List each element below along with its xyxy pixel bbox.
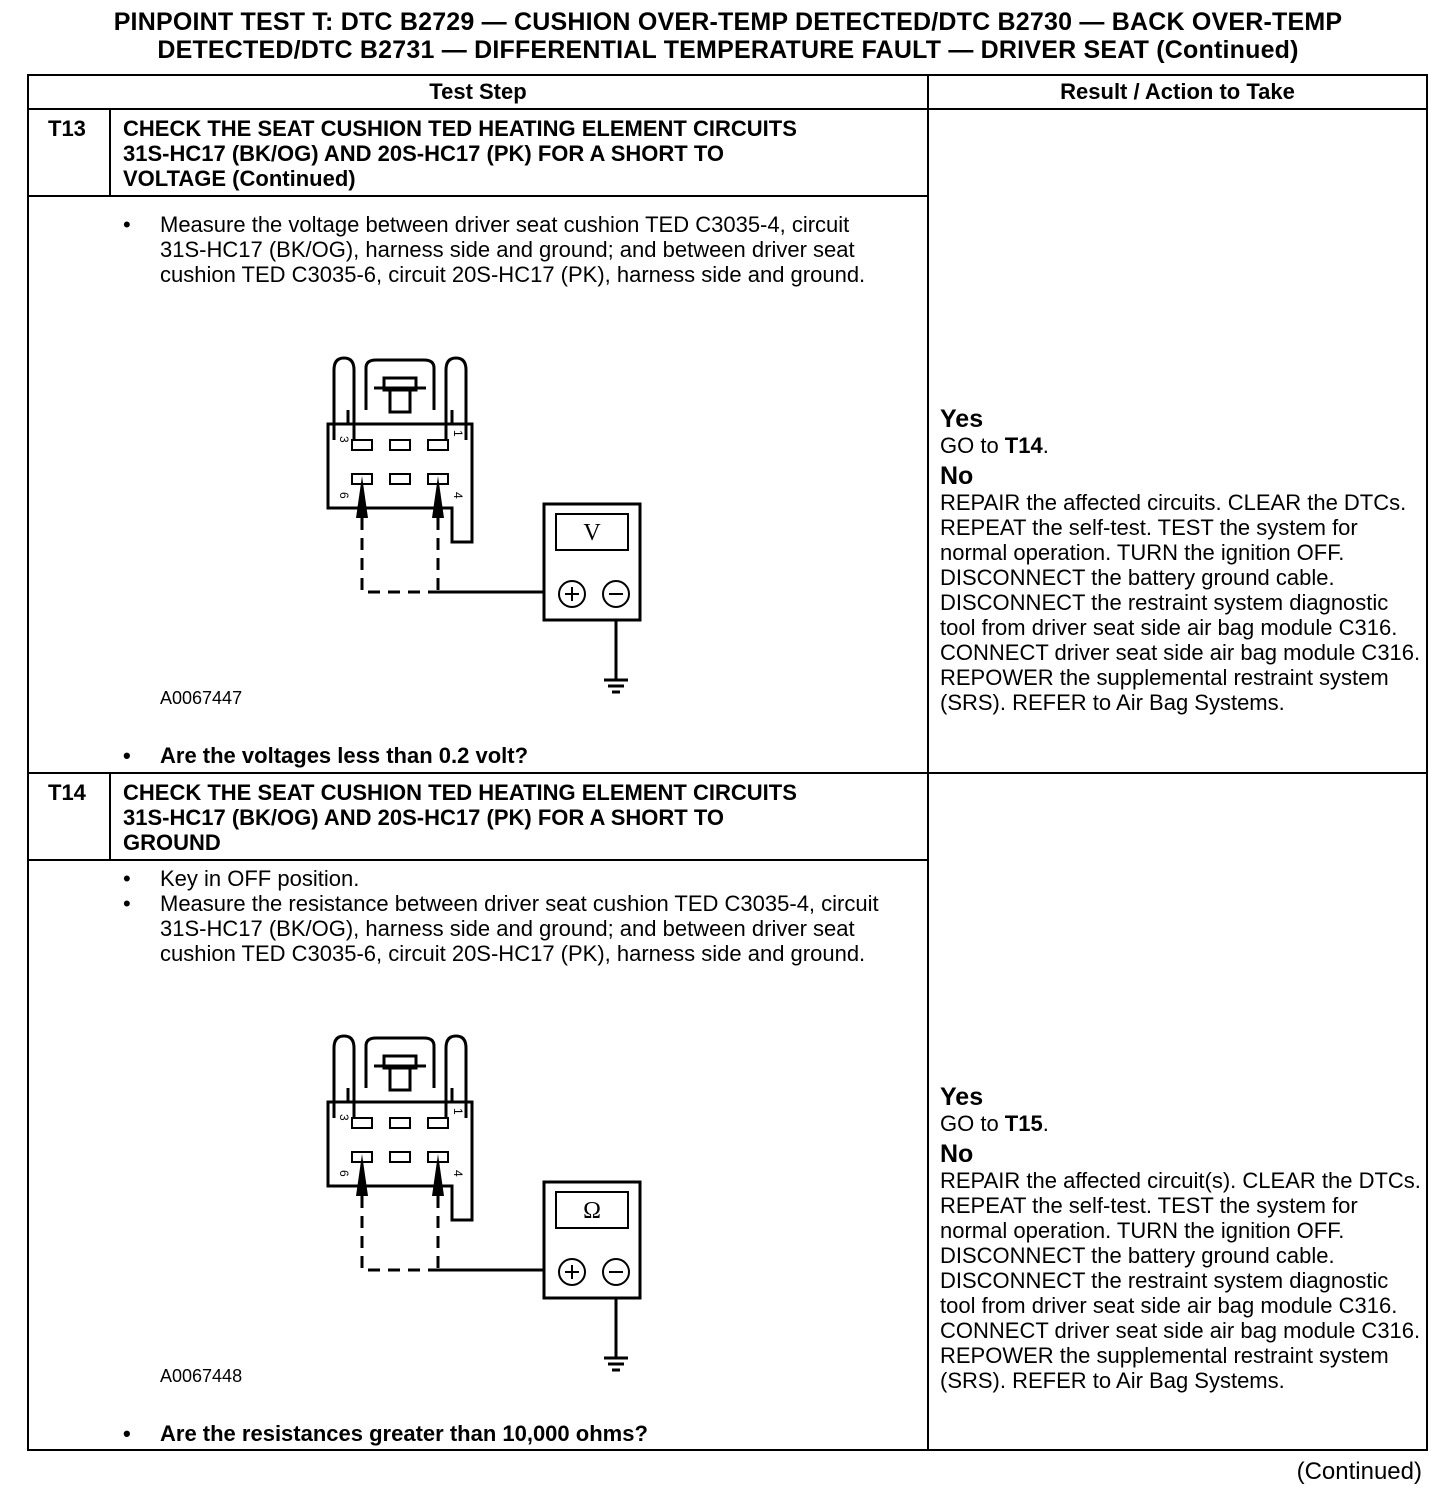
header-test-step: Test Step — [429, 79, 527, 104]
pin-label-1: 1 — [451, 1108, 465, 1115]
pin-label-4: 4 — [451, 1170, 465, 1177]
step-title: CHECK THE SEAT CUSHION TED HEATING ELEMENT CIRCUITS 31S-HC17 (BK/OG) AND 20S-HC17 (PK) FOR A SHORT TO VOLTAGE (Continued) — [123, 116, 797, 191]
header-divider — [27, 108, 1428, 110]
go-to-suffix: . — [1042, 433, 1049, 458]
instruction-item: • Key in OFF position. — [160, 866, 900, 891]
t13-id-divider — [109, 108, 111, 196]
column-divider — [927, 74, 929, 1451]
yes-action — [940, 433, 1424, 458]
step-id: T13 — [48, 116, 86, 141]
meter-symbol: Ω — [583, 1198, 601, 1224]
yes-label: Yes — [940, 1083, 984, 1111]
go-to-target: T15 — [1004, 1111, 1043, 1136]
go-to-target: T14 — [1004, 433, 1043, 458]
go-to-text: GO to — [940, 1111, 1005, 1136]
step-question: • Are the voltages less than 0.2 volt? — [160, 743, 900, 768]
page-title — [0, 8, 1456, 64]
continued-footer: (Continued) — [1296, 1458, 1422, 1485]
t14-id-divider — [109, 772, 111, 860]
t14-title-divider — [27, 859, 928, 861]
pin-label-6: 6 — [337, 492, 351, 499]
step-divider — [27, 772, 1428, 774]
step-question: • Are the resistances greater than 10,000 ohms? — [160, 1421, 900, 1446]
result-panel — [940, 1083, 1424, 1393]
no-action: REPAIR the affected circuits. CLEAR the DTCs. REPEAT the self-test. TEST the system for normal operation. TURN the ignition OFF. DISCONNECT the battery ground cable. DISCONNECT the restraint system diagnostic tool from driver seat side air bag module C316. CONNECT driver seat side air bag module C316. REPOWER the supplemental restraint system (SRS). REFER to Air Bag Systems. — [940, 490, 1421, 715]
no-action: REPAIR the affected circuit(s). CLEAR the DTCs. REPEAT the self-test. TEST the system for normal operation. TURN the ignition OFF. DISCONNECT the battery ground cable. DISCONNECT the restraint system diagnostic tool from driver seat side air bag module C316. CONNECT driver seat side air bag module C316. REPOWER the supplemental restraint system (SRS). REFER to Air Bag Systems. — [940, 1168, 1421, 1393]
result-panel — [940, 405, 1424, 715]
meter-symbol: V — [583, 520, 601, 546]
instruction-item: • Measure the resistance between driver seat cushion TED C3035-4, circuit 31S-HC17 (BK/OG), harness side and ground; and between driver seat cushion TED C3035-6, circuit 20S-HC17 (PK), harness side and ground. — [160, 891, 900, 966]
probe-arrow-6 — [356, 1154, 368, 1196]
pin-label-1: 1 — [451, 430, 465, 437]
yes-label: Yes — [940, 405, 984, 433]
instruction-item: • Measure the voltage between driver seat cushion TED C3035-4, circuit 31S-HC17 (BK/OG), harness side and ground; and between driver seat cushion TED C3035-6, circuit 20S-HC17 (PK), harness side and ground. — [160, 212, 900, 287]
yes-action — [940, 1111, 1424, 1136]
step-id: T14 — [48, 780, 86, 805]
ohmmeter-diagram — [320, 1028, 660, 1378]
figure-id: A0067448 — [160, 1366, 243, 1386]
pin-label-3: 3 — [337, 1114, 351, 1121]
page-title-line-1: PINPOINT TEST T: DTC B2729 — CUSHION OVER-TEMP DETECTED/DTC B2730 — BACK OVER-TEMP — [113, 8, 1343, 36]
step-title: CHECK THE SEAT CUSHION TED HEATING ELEMENT CIRCUITS 31S-HC17 (BK/OG) AND 20S-HC17 (PK) FOR A SHORT TO GROUND — [123, 780, 797, 855]
voltmeter-diagram — [320, 350, 660, 700]
no-label: No — [940, 462, 974, 490]
pin-label-3: 3 — [337, 436, 351, 443]
pin-label-4: 4 — [451, 492, 465, 499]
probe-arrow-6 — [356, 476, 368, 518]
go-to-suffix: . — [1042, 1111, 1049, 1136]
go-to-text: GO to — [940, 433, 1005, 458]
no-label: No — [940, 1140, 974, 1168]
probe-arrow-4 — [432, 1154, 444, 1196]
t13-title-divider — [27, 195, 928, 197]
pin-label-6: 6 — [337, 1170, 351, 1177]
header-result: Result / Action to Take — [1060, 79, 1295, 104]
probe-arrow-4 — [432, 476, 444, 518]
page-title-line-2: DETECTED/DTC B2731 — DIFFERENTIAL TEMPERATURE FAULT — DRIVER SEAT (Continued) — [157, 36, 1299, 64]
figure-id: A0067447 — [160, 688, 243, 708]
